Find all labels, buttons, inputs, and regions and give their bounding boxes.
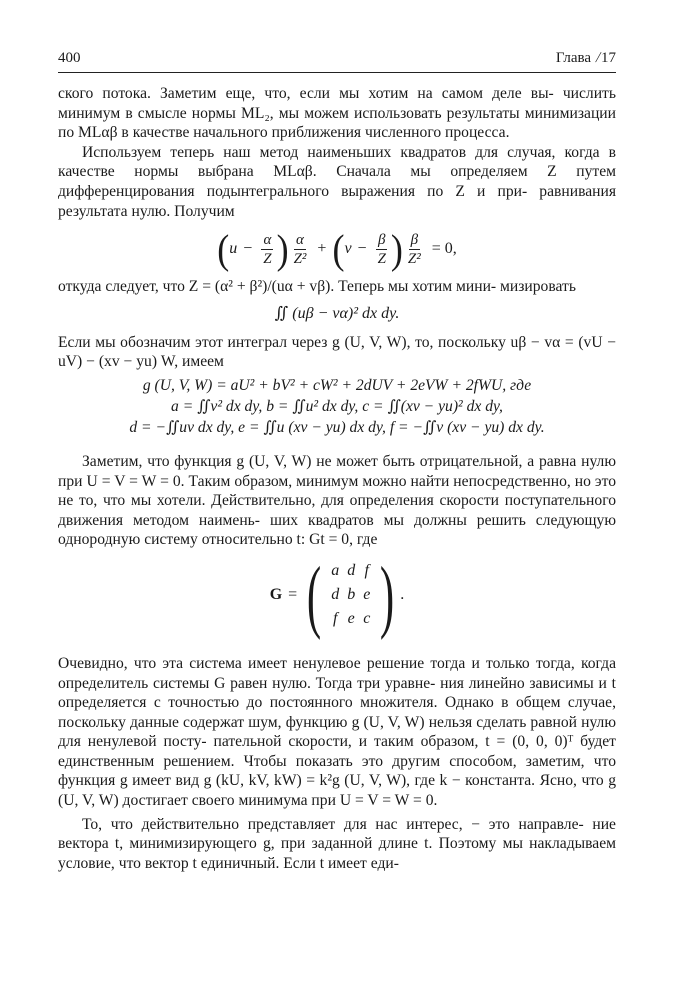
running-header (58, 48, 616, 76)
text-line: откуда следует, что Z = (α² + β²)/(uα + vβ). Теперь мы хотим мини- (58, 278, 497, 296)
equation-line: g (U, V, W) = aU² + bV² + cW² + 2dUV + 2eVW + 2fWU, где (142, 376, 532, 394)
text-line: ского потока. Заметим еще, что, если мы хотим на самом деле вы- (58, 85, 554, 102)
text-line: g имеет вид g (kU, kV, kW) = k²g (U, V, W), где k − константа. Ясно, (119, 772, 577, 790)
text-line: множителя. Однако в общем случае, поскольку данные содержат шум, (58, 694, 617, 731)
equation-derivative: ( u − $\frac{\alpha}{Z}$ ) $\frac{\alpha}{\text{Z²}}$ + ( v − $\frac{\beta}{Z}$ ) $\frac{\beta}{\text{Z²}}$ = 0, (217, 226, 457, 273)
text-line: результаты минимизации по MLαβ в качестве начального приближения (58, 104, 616, 142)
paragraph-1 (58, 84, 616, 143)
equation-block-g (58, 375, 616, 438)
text-line: ших квадратов мы должны решить следующую однородную систему (58, 511, 617, 549)
body-text (58, 452, 616, 550)
matrix-G: G = ( a d f d b e f e c ) . (269, 548, 405, 641)
body-text (58, 333, 616, 372)
text-line: Если мы обозначим этот интеграл через g (U, V, W), то, поскольку (58, 333, 506, 351)
body-text (58, 84, 616, 221)
equation-line: a = ∬v² dx dy, b = ∬u² dx dy, c = ∬(xv − yu)² dx dy, (171, 397, 503, 415)
body-text (58, 654, 616, 874)
text-line: uβ − vα = (vU − uV) − (xv − yu) W, имеем (58, 333, 617, 371)
text-line: мы накладываем условие, что вектор t единичный. Если t имеет еди- (58, 835, 616, 872)
header-rule (58, 72, 616, 73)
text-line: относительно t: Gt = 0, где (201, 531, 378, 549)
paragraph-6 (58, 654, 616, 811)
text-line: путем дифференцирования подынтегрального выражения по Z и при- (58, 163, 616, 200)
text-line: То, что действительно представляет для нас интерес, − это направле- (82, 815, 584, 833)
paragraph-7 (58, 815, 616, 874)
text-line: что g (U, V, W) достигает своего минимума при U = V = W = 0. (58, 772, 617, 810)
text-line: ния линейно зависимы и t определяется с точностью до постоянного (58, 674, 617, 712)
page-number: 400 (58, 50, 81, 66)
paragraph-4 (58, 333, 616, 372)
text-line: а равна нулю при U = V = W = 0. Таким образом, минимум можно (58, 452, 616, 490)
text-line: тогда, когда определитель системы G равен нулю. Тогда три уравне- (58, 654, 617, 692)
text-line: численного процесса. (365, 124, 510, 142)
text-line: Очевидно, что эта система имеет ненулевое решение тогда и только (58, 654, 530, 672)
text-line: числить минимум в смысле нормы ML₂, мы можем использовать (58, 85, 616, 122)
text-line: когда в качестве нормы выбрана MLαβ. Сначала мы определяем Z (58, 143, 616, 181)
text-line: решением. Чтобы показать это другим способом, заметим, что функция (58, 752, 616, 790)
paragraph-3 (58, 277, 616, 297)
body-text (58, 277, 616, 297)
equation-line: d = −∬uv dx dy, e = ∬u (xv − yu) dx dy, f = −∬v (xv − yu) dx dy. (129, 418, 545, 436)
text-line: для определения скорости поступательного движения методом наимень- (58, 492, 616, 529)
paragraph-2 (58, 143, 616, 221)
chapter-slash: / (594, 50, 602, 66)
matrix-entries: a d f d b e f e c (331, 561, 371, 627)
text-line: ние вектора t, минимизирующего g, при заданной длине t. Поэтому (58, 815, 616, 853)
book-page (58, 48, 616, 873)
equation-integral: ∬ (uβ − vα)² dx dy. (274, 304, 400, 322)
chapter-word: Глава (555, 50, 592, 66)
text-line: функцию g (U, V, W) нельзя сделать равной нулю для ненулевой посту- (58, 713, 616, 751)
text-line: равнивания результата нулю. Получим (58, 182, 617, 220)
text-line: пательной скорости, и таким образом, t = (0, 0, 0)ᵀ будет единственным (58, 733, 616, 770)
text-line: Используем теперь наш метод наименьших квадратов для случая, (82, 143, 556, 161)
chapter-label (556, 50, 616, 67)
chapter-number: 17 (601, 50, 616, 66)
text-line: мизировать (500, 278, 576, 296)
text-line: Заметим, что функция g (U, V, W) не может быть отрицательной, (82, 452, 523, 470)
paragraph-5 (58, 452, 616, 550)
text-line: найти непосредственно, но это не то, что мы хотели. Действительно, (58, 472, 616, 510)
